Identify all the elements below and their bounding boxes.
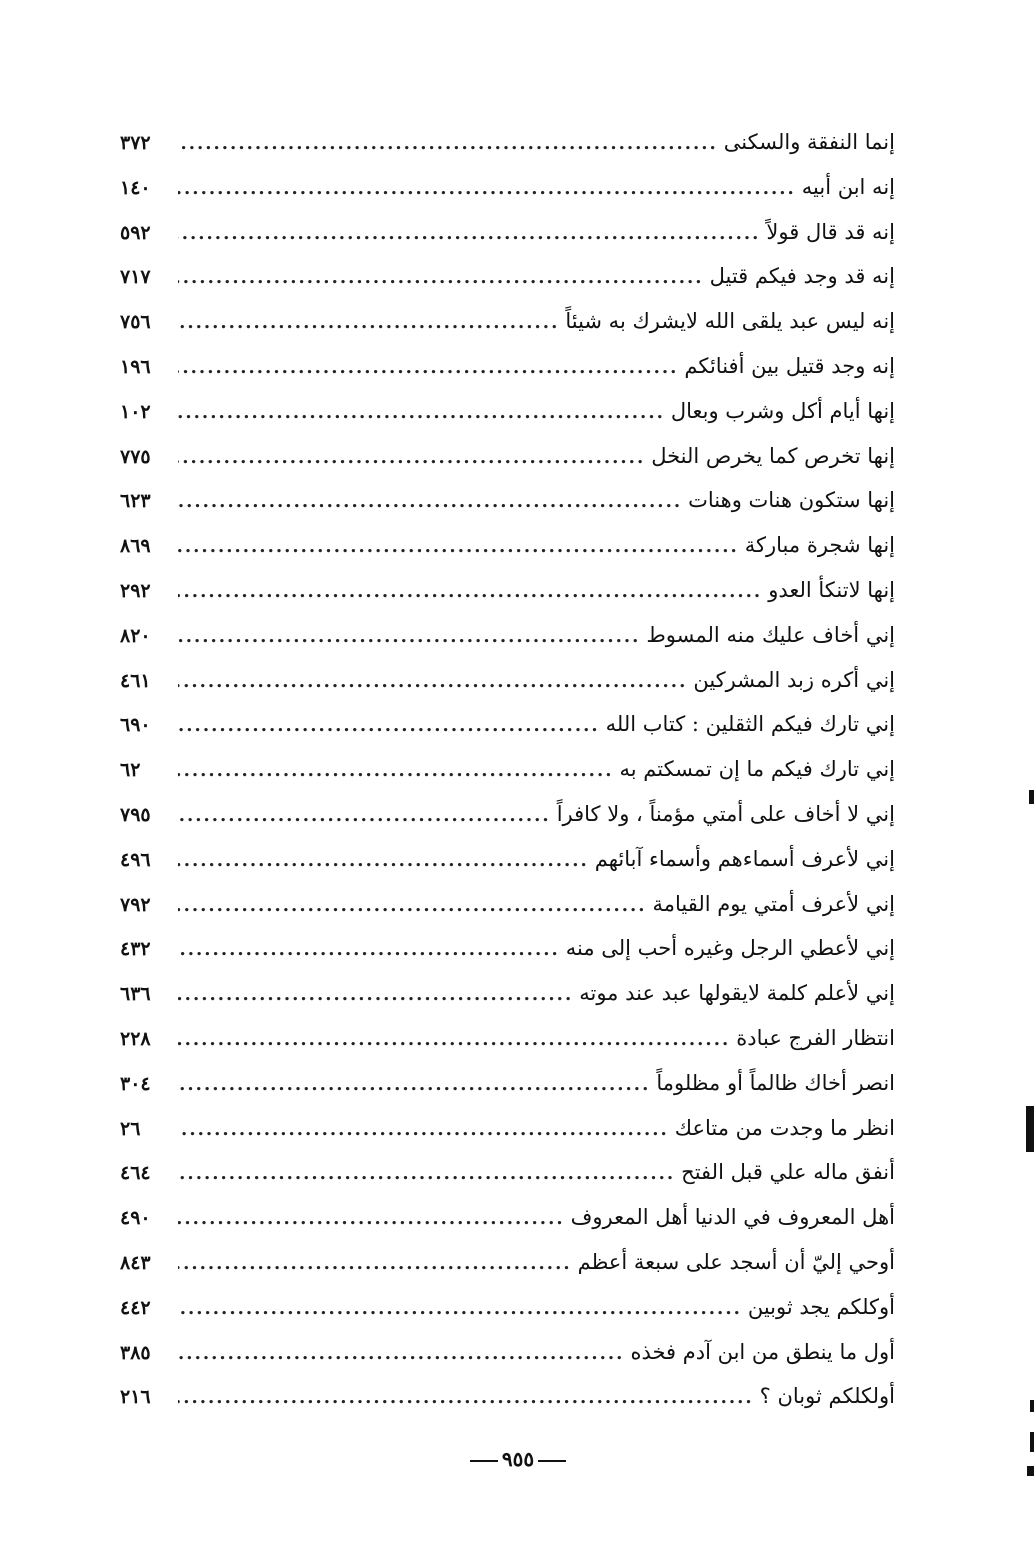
scan-edge-mark — [1027, 1466, 1034, 1476]
entry-page-number: ٣٠٤ — [120, 1072, 151, 1095]
index-entry — [120, 1240, 895, 1285]
scan-edge-mark — [1026, 1106, 1034, 1152]
entry-page-number: ٧٧٥ — [120, 445, 151, 468]
entry-text: إنها أيام أكل وشرب وبعال — [670, 398, 895, 423]
entry-page-number: ٦٢ — [120, 759, 141, 782]
dot-leader — [178, 391, 665, 436]
index-entry — [120, 478, 895, 523]
entry-text: أوحي إليّ أن أسجد على سبعة أعظم — [577, 1249, 895, 1274]
entry-page-number: ٢١٦ — [120, 1386, 151, 1409]
index-entry — [120, 1374, 895, 1419]
page-footer — [0, 1447, 1036, 1471]
index-entry — [120, 523, 895, 568]
dot-leader — [178, 1376, 754, 1421]
entry-text: إنه ليس عبد يلقى الله لايشرك به شيئاً — [565, 309, 895, 334]
entry-text: إنها شجرة مباركة — [744, 533, 895, 558]
index-entry — [120, 1016, 895, 1061]
entry-page-number: ٨٢٠ — [120, 624, 151, 647]
entry-text: انصر أخاك ظالماً أو مظلوماً — [656, 1070, 895, 1095]
entry-page-number: ٦٢٣ — [120, 490, 151, 513]
index-entry — [120, 120, 895, 165]
index-entry — [120, 344, 895, 389]
entry-page-number: ٢٩٢ — [120, 579, 151, 602]
dot-leader — [178, 839, 589, 884]
index-entry — [120, 1195, 895, 1240]
index-entry — [120, 1061, 895, 1106]
entry-text: إني لأعرف أسماءهم وأسماء آبائهم — [594, 846, 895, 871]
index-entry — [120, 1150, 895, 1195]
dot-leader — [178, 615, 640, 660]
entry-text: أوكلكم يجد ثوبين — [747, 1294, 895, 1319]
entry-page-number: ١٠٢ — [120, 400, 151, 423]
dot-leader — [178, 480, 682, 525]
entry-text: إني لا أخاف على أمتي مؤمناً ، ولا كافراً — [556, 801, 895, 826]
entry-text: إني تارك فيكم الثقلين : كتاب الله — [605, 712, 895, 737]
dot-leader — [178, 301, 559, 346]
dot-leader — [178, 122, 718, 167]
entry-page-number: ١٤٠ — [120, 176, 151, 199]
index-entry — [120, 210, 895, 255]
entry-text: إنها تخرص كما يخرص النخل — [651, 443, 895, 468]
entry-text: أهل المعروف في الدنيا أهل المعروف — [570, 1205, 895, 1230]
index-entry — [120, 926, 895, 971]
index-entry — [120, 658, 895, 703]
entry-page-number: ٨٦٩ — [120, 535, 151, 558]
entry-page-number: ٦٣٦ — [120, 983, 151, 1006]
entry-text: انظر ما وجدت من متاعك — [674, 1115, 895, 1140]
footer-page-number: ٩٥٥ — [501, 1447, 535, 1471]
entry-text: إني لأعرف أمتي يوم القيامة — [652, 891, 895, 916]
index-entry — [120, 792, 895, 837]
entry-page-number: ٧١٧ — [120, 266, 151, 289]
hadith-index-list — [120, 120, 895, 1419]
dot-leader — [178, 973, 573, 1018]
dot-leader — [178, 1018, 730, 1063]
dot-leader — [178, 704, 600, 749]
scan-edge-mark — [1030, 1400, 1034, 1412]
entry-text: إنه قد قال قولاً — [766, 219, 895, 244]
dot-leader — [178, 794, 551, 839]
index-entry — [120, 613, 895, 658]
entry-page-number: ٤٦١ — [120, 669, 151, 692]
entry-page-number: ٤٤٢ — [120, 1296, 151, 1319]
index-entry — [120, 837, 895, 882]
footer-dash-left — [470, 1460, 498, 1462]
entry-text: إني أكره زبد المشركين — [693, 667, 895, 692]
entry-text: إنه قد وجد فيكم قتيل — [709, 264, 895, 289]
dot-leader — [178, 1108, 669, 1153]
dot-leader — [178, 570, 762, 615]
index-entry — [120, 1106, 895, 1151]
entry-page-number: ٤٣٢ — [120, 938, 151, 961]
entry-page-number: ٧٥٦ — [120, 311, 151, 334]
dot-leader — [178, 928, 560, 973]
dot-leader — [178, 1063, 650, 1108]
entry-page-number: ٢٢٨ — [120, 1027, 151, 1050]
entry-page-number: ٦٩٠ — [120, 714, 151, 737]
scan-edge-mark — [1030, 1432, 1034, 1452]
entry-page-number: ٤٩٠ — [120, 1207, 151, 1230]
entry-text: أولكلكم ثوبان ؟ — [759, 1384, 895, 1409]
index-entry — [120, 747, 895, 792]
entry-text: إني لأعلم كلمة لايقولها عبد عند موته — [579, 981, 895, 1006]
entry-text: إنما النفقة والسكنى — [723, 130, 895, 154]
entry-text: إني تارك فيكم ما إن تمسكتم به — [619, 757, 895, 782]
entry-text: إنه ابن أبيه — [801, 174, 895, 199]
dot-leader — [178, 212, 760, 257]
index-entry — [120, 568, 895, 613]
index-entry — [120, 299, 895, 344]
dot-leader — [178, 660, 687, 705]
index-entry — [120, 1330, 895, 1375]
dot-leader — [178, 1152, 675, 1197]
entry-text: إنه وجد قتيل بين أفنائكم — [684, 353, 895, 378]
dot-leader — [178, 436, 645, 481]
dot-leader — [178, 525, 739, 570]
index-entry — [120, 971, 895, 1016]
entry-page-number: ٢٦ — [120, 1117, 141, 1140]
entry-text: إنها ستكون هنات وهنات — [688, 488, 895, 513]
index-entry — [120, 434, 895, 479]
entry-page-number: ٥٩٢ — [120, 221, 151, 244]
entry-text: إنها لاتنكأ العدو — [768, 577, 895, 602]
footer-dash-right — [538, 1460, 566, 1462]
entry-page-number: ٧٩٢ — [120, 893, 151, 916]
entry-page-number: ٣٧٢ — [120, 132, 151, 154]
scan-edge-mark — [1029, 790, 1034, 804]
dot-leader — [178, 1287, 742, 1332]
entry-text: أنفق ماله علي قبل الفتح — [681, 1160, 895, 1185]
entry-page-number: ٧٩٥ — [120, 803, 151, 826]
dot-leader — [178, 1242, 572, 1287]
entry-page-number: ٤٩٦ — [120, 848, 151, 871]
index-entry — [120, 389, 895, 434]
entry-page-number: ١٩٦ — [120, 355, 151, 378]
index-entry — [120, 1285, 895, 1330]
entry-page-number: ٤٦٤ — [120, 1162, 151, 1185]
index-entry — [120, 165, 895, 210]
entry-text: أول ما ينطق من ابن آدم فخذه — [630, 1339, 895, 1364]
entry-text: إني لأعطي الرجل وغيره أحب إلى منه — [565, 936, 895, 961]
dot-leader — [178, 256, 704, 301]
dot-leader — [178, 167, 796, 212]
entry-text: انتظار الفرج عبادة — [736, 1025, 895, 1050]
index-entry — [120, 882, 895, 927]
entry-text: إني أخاف عليك منه المسوط — [646, 622, 895, 647]
dot-leader — [178, 1332, 624, 1377]
dot-leader — [178, 1197, 565, 1242]
dot-leader — [178, 884, 647, 929]
entry-page-number: ٣٨٥ — [120, 1341, 151, 1364]
index-entry — [120, 254, 895, 299]
dot-leader — [178, 749, 613, 794]
entry-page-number: ٨٤٣ — [120, 1251, 151, 1274]
dot-leader — [178, 346, 678, 391]
index-entry — [120, 702, 895, 747]
